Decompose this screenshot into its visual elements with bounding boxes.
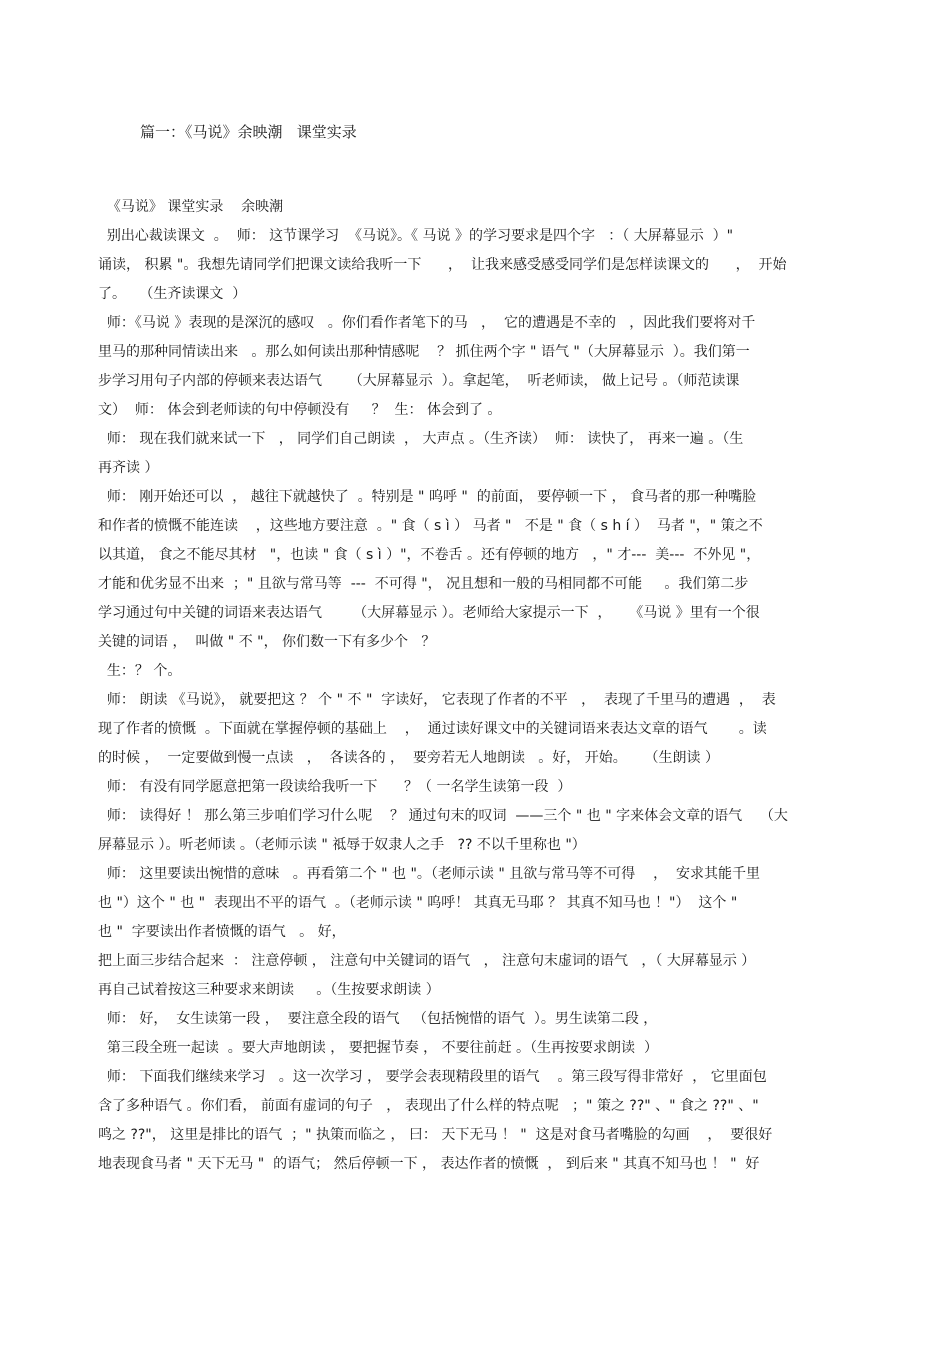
text-line: 屏幕显示 ）。听老师读 。（老师示读 " 祗辱于奴隶人之手 ?? 不以千里称也 "） (98, 837, 586, 853)
text-line: 师： 有没有同学愿意把第一段读给我听一下 ？（ 一名学生读第一段 ） (98, 779, 572, 795)
text-line: 关键的词语 ， 叫做 " 不 "， 你们数一下有多少个 ？ (98, 634, 436, 650)
text-line: 步学习用句子内部的停顿来表达语气 （大屏幕显示 ）。拿起笔， 听老师读， 做上记号 。（师范读课 (98, 373, 740, 389)
text-line: 第三段全班一起读 。要大声地朗读 ， 要把握节奏 ， 不要往前赶 。（生再按要求朗读 ） (98, 1040, 658, 1056)
text-line: 现了作者的愤慨 。下面就在掌握停顿的基础上 ， 通过读好课文中的关键词语来表达文章的语气 。读 (98, 721, 767, 737)
text-line: 鸣之 ??"， 这里是排比的语气 ；" 执策而临之 ， 曰： 天下无马 ！ " 这是对食马者嘴脸的勾画 ， 要很好 (98, 1127, 773, 1143)
text-line: 文） 师： 体会到老师读的句中停顿没有 ？ 生： 体会到了 。 (98, 402, 502, 418)
text-line: 别出心裁读课文 。 师： 这节课学习 《马说》。《 马说 》的学习要求是四个字 ：（ 大屏幕显示 ）" (98, 228, 734, 244)
text-line: 里马的那种同情读出来 。那么如何读出那种情感呢 ？ 抓住两个字 " 语气 "（大屏幕显示 ）。我们第一 (98, 344, 750, 360)
text-line: 师： 读得好 ！ 那么第三步咱们学习什么呢 ？ 通过句末的叹词 ——三个 " 也 " 字来体会文章的语气 （大 (98, 808, 788, 824)
text-line: 也 "）这个 " 也 " 表现出不平的语气 。（老师示读 " 呜呼！ 其真无马耶 ？ 其真不知马也 ！"） 这个 " (98, 895, 738, 911)
text-line: 学习通过句中关键的词语来表达语气 （大屏幕显示 ）。老师给大家提示一下 ， 《马说 》里有一个很 (98, 605, 760, 621)
text-line: 和作者的愤慨不能连读 ，这些地方要注意 。" 食（ s ì ） 马者 " 不是 " 食（ s h í ） 马者 "，" 策之不 (98, 518, 763, 534)
text-line: 师：《马说 》表现的是深沉的感叹 。你们看作者笔下的马 ， 它的遭遇是不幸的 ，因此我们要将对千 (98, 315, 756, 331)
text-line: 的时候 ， 一定要做到慢一点读 ， 各读各的 ， 要旁若无人地朗读 。好， 开始。 （生朗读 ） (98, 750, 720, 766)
text-line: 含了多种语气 。你们看， 前面有虚词的句子 ， 表现出了什么样的特点呢 ；" 策之 ??" 、" 食之 ??" 、" (98, 1098, 759, 1114)
text-line: 《马说》 课堂实录 余映潮 (98, 199, 284, 215)
text-line: 再自己试着按这三种要求来朗读 。（生按要求朗读 ） (98, 982, 440, 998)
text-line: 师： 下面我们继续来学习 。这一次学习 ， 要学会表现精段里的语气 。第三段写得非常好 ， 它里面包 (98, 1069, 767, 1085)
text-line: 才能和优劣显不出来 ；" 且欲与常马等 --- 不可得 "， 况且想和一般的马相同都不可能 。我们第二步 (98, 576, 749, 592)
text-line: 师： 好， 女生读第一段 ， 要注意全段的语气 （包括惋惜的语气 ）。男生读第二段 ， (98, 1011, 658, 1027)
text-line: 地表现食马者 " 天下无马 " 的语气； 然后停顿一下 ， 表达作者的愤慨 ， 到后来 " 其真不知马也 ！ " 好 (98, 1156, 760, 1172)
text-line: 师： 朗读 《马说》， 就要把这 ？ 个 " 不 " 字读好， 它表现了作者的不平 ， 表现了千里马的遭遇 ， 表 (98, 692, 776, 708)
text-line: 师： 这里要读出惋惜的意味 。再看第二个 " 也 "。（老师示读 " 且欲与常马等不可得 ， 安求其能千里 (98, 866, 760, 882)
text-line: 再齐读 ） (98, 460, 159, 476)
text-line: 把上面三步结合起来 ： 注意停顿 ， 注意句中关键词的语气 ， 注意句末虚词的语气 ，（ 大屏幕显示 ） (98, 953, 756, 969)
text-line: 也 " 字要读出作者愤慨的语气 。 好， (98, 924, 346, 940)
text-line: 师： 现在我们就来试一下 ， 同学们自己朗读 ， 大声点 。（生齐读） 师： 读快了， 再来一遍 。（生 (98, 431, 744, 447)
text-line: 以其道， 食之不能尽其材 "，也读 " 食（ s ì ）"，不卷舌 。还有停顿的地方 ，" 才--- 美--- 不外见 "， (98, 547, 761, 563)
text-line: 诵读， 积累 "。我想先请同学们把课文读给我听一下 ， 让我来感受感受同学们是怎样读课文的 ， 开始 (98, 257, 787, 273)
text-line: 师： 刚开始还可以 ， 越往下就越快了 。特别是 " 呜呼 " 的前面， 要停顿一下 ， 食马者的那一种嘴脸 (98, 489, 757, 505)
text-line: 了。 （生齐读课文 ） (98, 286, 247, 302)
text-line: 生：？ 个。 (98, 663, 182, 679)
document-heading: 篇一：《马说》余映潮 课堂实录 (140, 123, 357, 141)
document-body (98, 193, 838, 1179)
